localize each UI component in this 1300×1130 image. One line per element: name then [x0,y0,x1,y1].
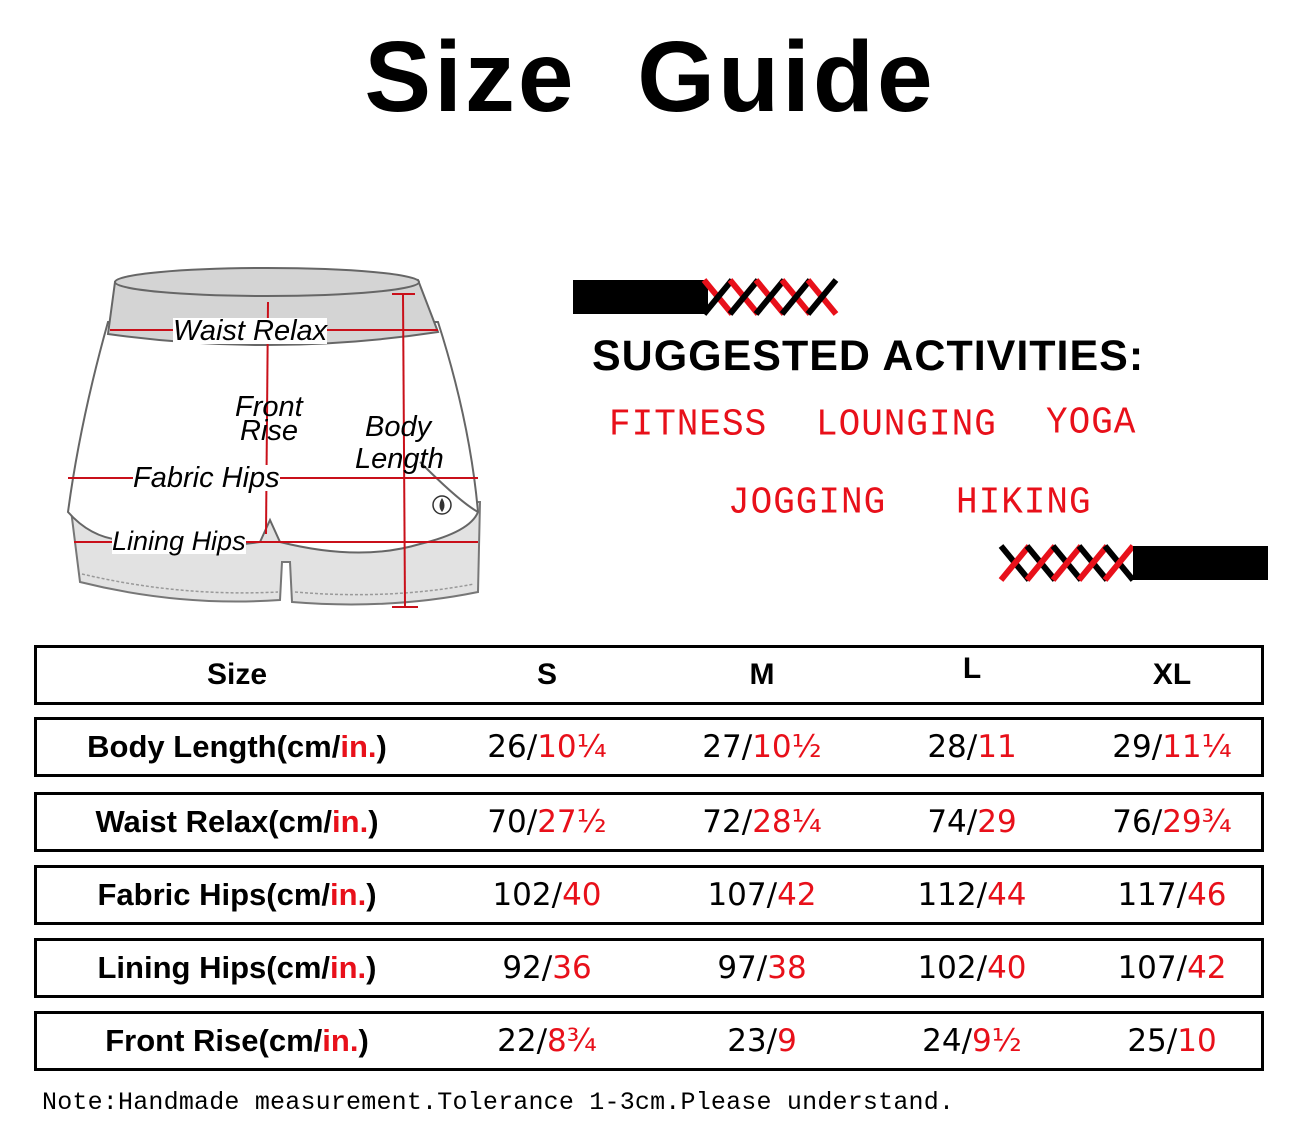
label-body-length-1: Body [365,411,432,443]
activity-hiking: HIKING [956,480,1092,525]
page-title: Size Guide [364,21,936,133]
activity-lounging: LOUNGING [816,402,997,447]
value-l: 24/ 9½ [922,1023,1022,1059]
header-size: Size [206,658,268,691]
decor-cross-pattern-top [700,276,845,318]
decor-cross-pattern-bottom [997,542,1142,584]
label-lining-hips: Lining Hips [112,526,246,556]
activity-fitness: FITNESS [609,402,768,447]
value-m: 72/ 28¼ [702,804,822,840]
label-front-rise-2: Rise [240,415,299,447]
value-xl: 29/ 11¼ [1112,729,1232,765]
row-label: Body Length(cm/ in. ) [87,729,387,764]
label-front-rise-1: Front [235,391,303,423]
row-label: Fabric Hips(cm/ in. ) [97,877,377,912]
value-s: 102/ 40 [492,877,602,913]
row-label: Lining Hips(cm/ in. ) [97,950,377,985]
value-s: 92/ 36 [502,950,592,986]
value-l: 102/ 40 [917,950,1027,986]
value-s: 26/ 10¼ [487,729,607,765]
table-row-waist-relax [34,792,1264,852]
size-table-header [34,645,1264,705]
label-body-length-2: Length [355,443,444,475]
value-s: 70/ 27½ [487,804,607,840]
value-m: 27/ 10½ [702,729,822,765]
activities-heading: SUGGESTED ACTIVITIES: [592,332,1145,380]
label-waist-relax: Waist Relax [173,315,328,347]
value-xl: 76/ 29¾ [1112,804,1232,840]
value-l: 112/ 44 [917,877,1027,913]
value-l: 74/ 29 [927,804,1017,840]
shorts-diagram [60,262,490,622]
value-m: 107/ 42 [707,877,817,913]
header-s: S [536,658,557,691]
value-s: 22/ 8¾ [497,1023,597,1059]
table-row-body-length [34,717,1264,777]
decor-bar-top [573,280,708,314]
value-m: 97/ 38 [717,950,807,986]
header-l: L [962,652,982,685]
measurement-note: Note:Handmade measurement.Tolerance 1-3cm.Please understand. [42,1088,955,1117]
header-xl: XL [1152,658,1192,691]
row-label: Waist Relax(cm/ in. ) [95,804,379,839]
activity-yoga: YOGA [1046,400,1137,445]
header-m: M [749,658,775,691]
row-label: Front Rise(cm/ in. ) [105,1023,369,1058]
label-fabric-hips: Fabric Hips [133,462,280,494]
value-xl: 107/ 42 [1117,950,1227,986]
decor-bar-bottom [1133,546,1268,580]
table-row-lining-hips [34,938,1264,998]
value-xl: 117/ 46 [1117,877,1227,913]
activity-jogging: JOGGING [728,480,887,525]
value-m: 23/ 9 [727,1023,797,1059]
value-xl: 25/ 10 [1127,1023,1217,1059]
value-l: 28/ 11 [927,729,1017,765]
table-row-front-rise [34,1011,1264,1071]
table-row-fabric-hips [34,865,1264,925]
